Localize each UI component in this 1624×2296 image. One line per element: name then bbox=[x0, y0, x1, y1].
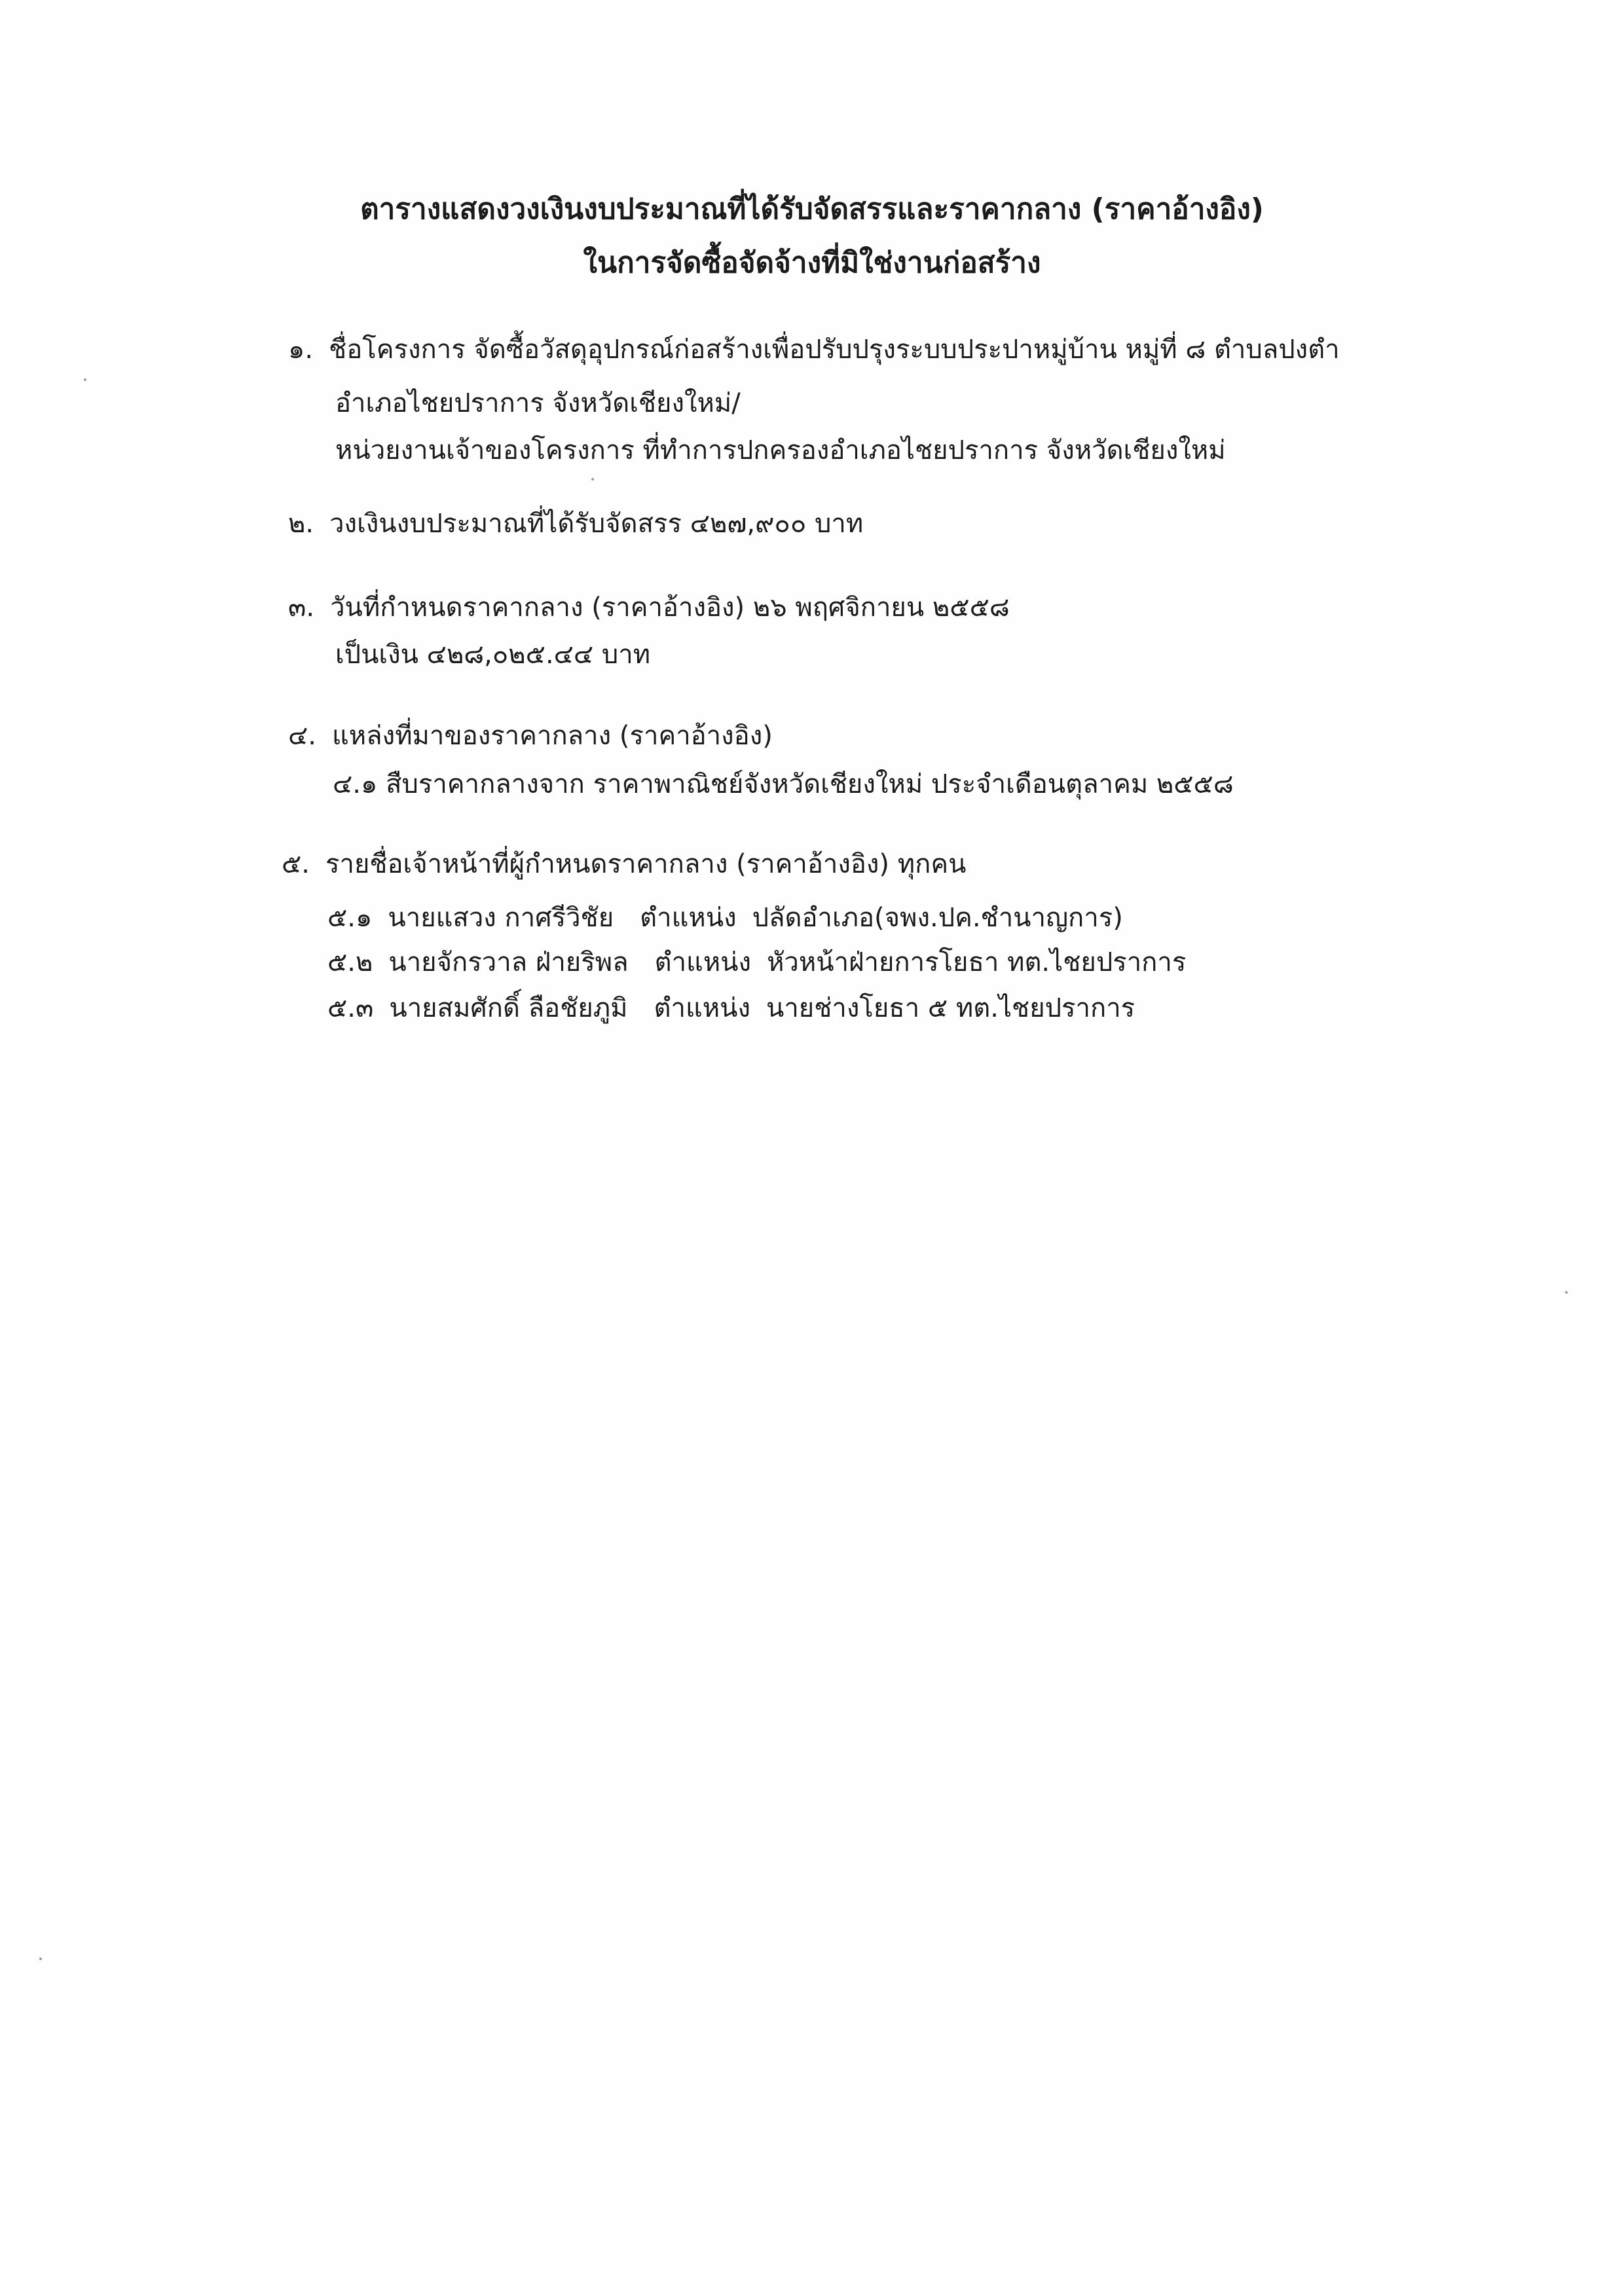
item-1-line-3: หน่วยงานเจ้าของโครงการ ที่ทำการปกครองอำเภอไชยปราการ จังหวัดเชียงใหม่ bbox=[335, 435, 1226, 465]
member-name: นายแสวง กาศรีวิชัย bbox=[388, 903, 614, 933]
item-5-number: ๕. bbox=[282, 849, 310, 879]
document-title-line-2: ในการจัดซื้อจัดจ้างที่มิใช่งานก่อสร้าง bbox=[583, 246, 1041, 280]
item-3-line-1 bbox=[288, 589, 1010, 626]
member-number: ๕.๒ bbox=[327, 947, 373, 977]
item-4-sub-1: ๔.๑ สืบราคากลางจาก ราคาพาณิชย์จังหวัดเชียงใหม่ ประจำเดือนตุลาคม ๒๕๕๘ bbox=[333, 769, 1234, 799]
item-1-number: ๑. bbox=[288, 335, 314, 365]
scan-speck bbox=[84, 378, 86, 381]
member-number: ๕.๑ bbox=[327, 903, 373, 933]
item-1-project-name: ชื่อโครงการ จัดซื้อวัสดุอุปกรณ์ก่อสร้างเพื่อปรับปรุงระบบประปาหมู่บ้าน หมู่ที่ ๘ ตำบลปงตำ bbox=[329, 335, 1340, 365]
document-title-line-1: ตารางแสดงวงเงินงบประมาณที่ได้รับจัดสรรและราคากลาง (ราคาอ้างอิง) bbox=[360, 192, 1264, 226]
item-5-heading: รายชื่อเจ้าหน้าที่ผู้กำหนดราคากลาง (ราคาอ้างอิง) ทุกคน bbox=[325, 849, 967, 879]
member-row bbox=[327, 990, 1135, 1027]
member-row bbox=[327, 944, 1186, 981]
member-position-label: ตำแหน่ง bbox=[640, 903, 737, 933]
item-2-budget: วงเงินงบประมาณที่ได้รับจัดสรร ๔๒๗,๙๐๐ บาท bbox=[329, 509, 864, 539]
item-4-line-1 bbox=[288, 718, 773, 754]
member-position: หัวหน้าฝ่ายการโยธา ทต.ไชยปราการ bbox=[767, 947, 1187, 977]
scan-speck bbox=[591, 478, 594, 481]
item-3-date: วันที่กำหนดราคากลาง (ราคาอ้างอิง) ๒๖ พฤศจิกายน ๒๕๕๘ bbox=[330, 592, 1010, 623]
member-name: นายสมศักดิ์ ลือชัยภูมิ bbox=[389, 993, 628, 1023]
item-5-line-1 bbox=[282, 846, 966, 883]
item-3-number: ๓. bbox=[288, 592, 315, 623]
member-name: นายจักรวาล ฝ่ายริพล bbox=[388, 947, 629, 977]
member-position-label: ตำแหน่ง bbox=[654, 947, 752, 977]
item-3-line-2: เป็นเงิน ๔๒๘,๐๒๕.๔๔ บาท bbox=[335, 640, 651, 670]
item-1-line-2: อำเภอไชยปราการ จังหวัดเชียงใหม่/ bbox=[335, 388, 741, 418]
item-4-number: ๔. bbox=[288, 721, 316, 751]
member-position: ปลัดอำเภอ(จพง.ปค.ชำนาญการ) bbox=[752, 903, 1123, 933]
member-position: นายช่างโยธา ๕ ทต.ไชยปราการ bbox=[766, 993, 1135, 1023]
scan-speck bbox=[1565, 1291, 1568, 1294]
scan-speck bbox=[39, 1958, 42, 1960]
member-position-label: ตำแหน่ง bbox=[654, 993, 750, 1023]
member-number: ๕.๓ bbox=[327, 993, 374, 1023]
item-2-number: ๒. bbox=[288, 509, 314, 539]
item-4-source-heading: แหล่งที่มาของราคากลาง (ราคาอ้างอิง) bbox=[332, 721, 773, 751]
item-2-line-1 bbox=[288, 505, 863, 542]
member-row bbox=[327, 900, 1123, 936]
item-1-line-1 bbox=[288, 331, 1340, 368]
